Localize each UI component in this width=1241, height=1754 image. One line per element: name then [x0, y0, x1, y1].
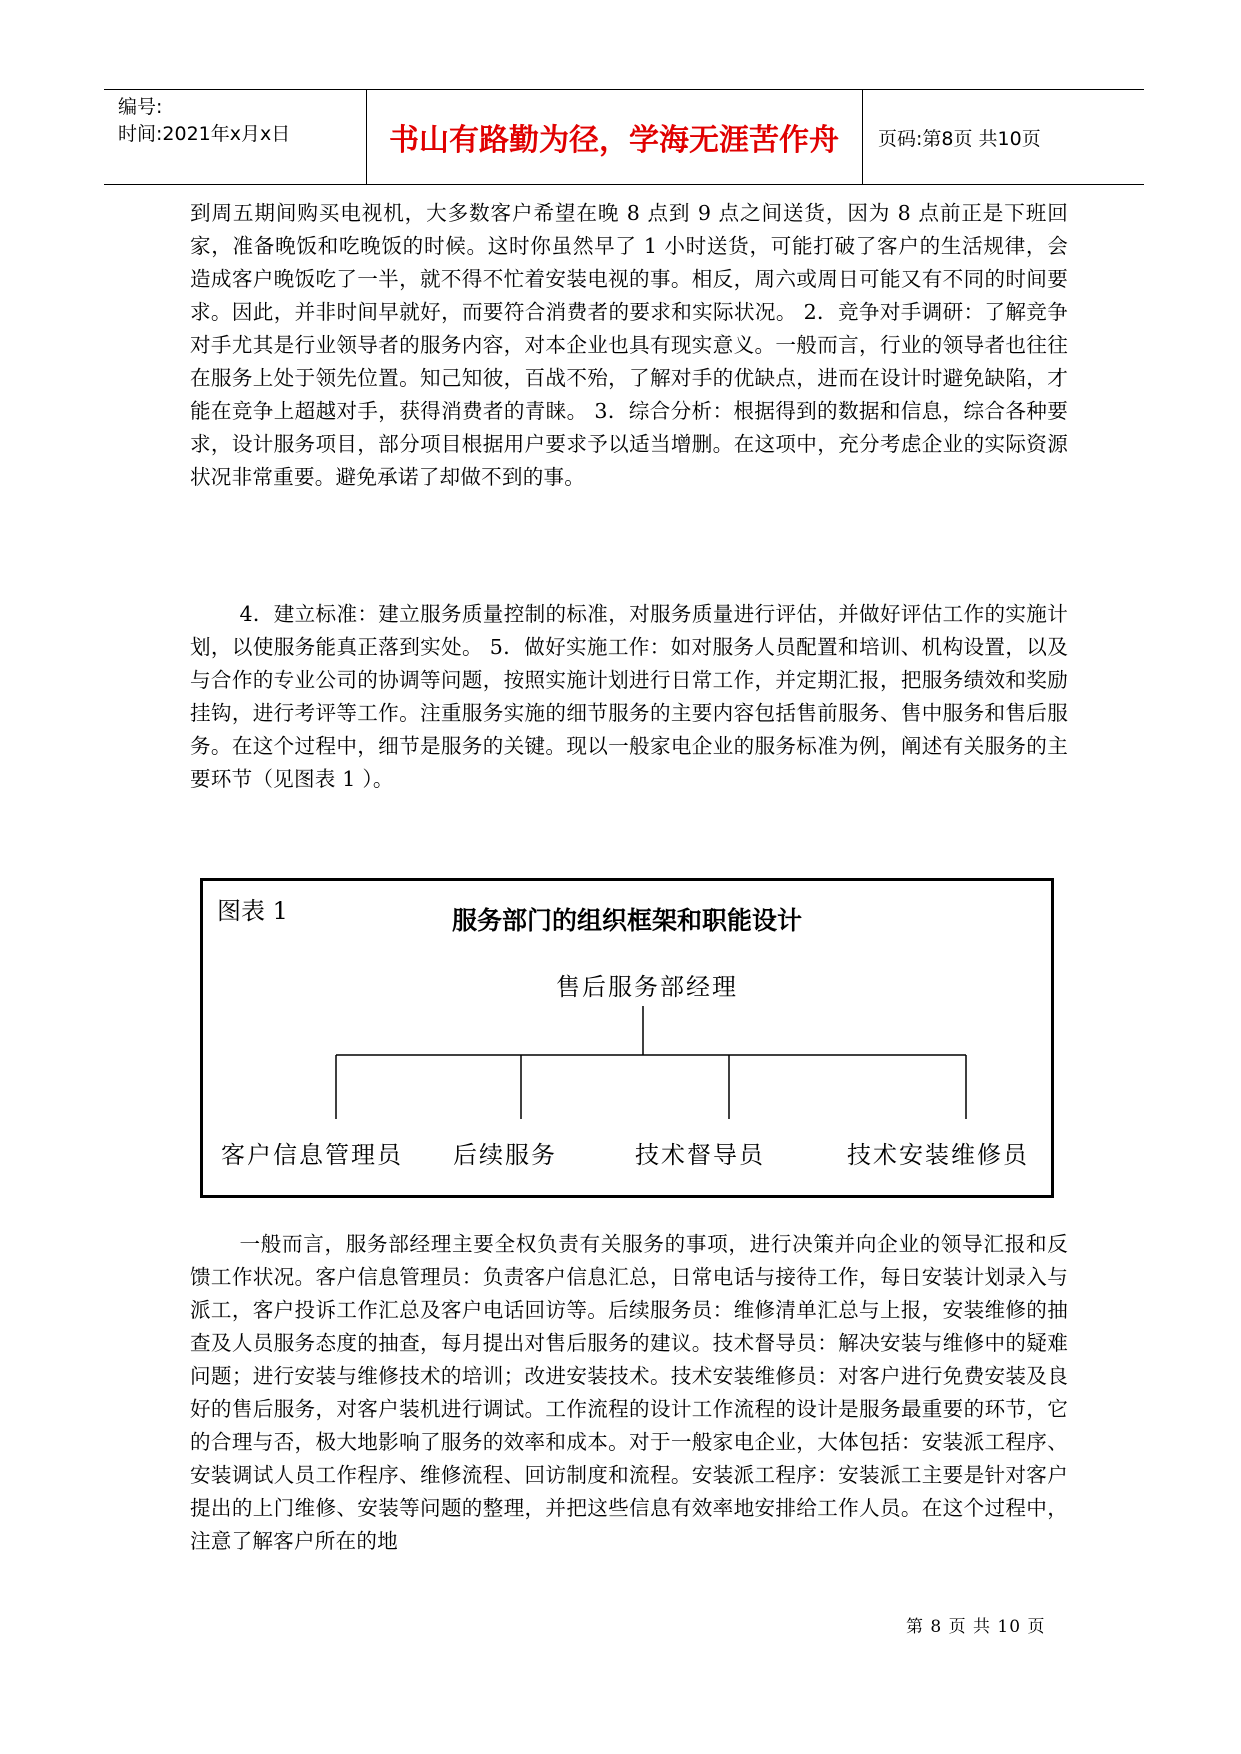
header-motto: 书山有路勤为径，学海无涯苦作舟 [389, 123, 839, 158]
header-page-number: 页码:第8页 共10页 [878, 127, 1041, 150]
page-footer: 第 8 页 共 10 页 [906, 1617, 1046, 1637]
paragraph-1: 到周五期间购买电视机，大多数客户希望在晚 8 点到 9 点之间送货，因为 8 点前正是下班回家，准备晚饭和吃晚饭的时候。这时你虽然早了 1 小时送货，可能打破了客户的生活规律，会造成客户晚饭吃了一半，就不得不忙着安装电视的事。相反，周六或周日可能又有不同的时间要求。因此，并非时间早就好，而要符合消费者的要求和实际状况。 2．竞争对手调研：了解竞争对手尤其是行业领导者的服务内容，对本企业也具有现实意义。一般而言，行业的领导者也往往在服务上处于领先位置。知己知彼，百战不殆，了解对手的优缺点，进而在设计时避免缺陷，才能在竞争上超越对手，获得消费者的青睐。 3．综合分析：根据得到的数据和信息，综合各种要求，设计服务项目，部分项目根据用户要求予以适当增删。在这项中，充分考虑企业的实际资源状况非常重要。避免承诺了却做不到的事。 [190, 201, 1068, 489]
org-node-manager: 售后服务部经理 [556, 973, 738, 1001]
org-node-technical-supervisor: 技术督导员 [635, 1141, 765, 1169]
paragraph-3: 一般而言，服务部经理主要全权负责有关服务的事项，进行决策并向企业的领导汇报和反馈工作状况。客户信息管理员：负责客户信息汇总，日常电话与接待工作，每日安装计划录入与派工，客户投诉工作汇总及客户电话回访等。后续服务员：维修清单汇总与上报，安装维修的抽查及人员服务态度的抽查，每月提出对售后服务的建议。技术督导员：解决安装与维修中的疑难问题；进行安装与维修技术的培训；改进安装技术。技术安装维修员：对客户进行免费安装及良好的售后服务，对客户装机进行调试。工作流程的设计工作流程的设计是服务最重要的环节，它的合理与否，极大地影响了服务的效率和成本。对于一般家电企业，大体包括：安装派工程序、安装调试人员工作程序、维修流程、回访制度和流程。安装派工程序：安装派工主要是针对客户提出的上门维修、安装等问题的整理，并把这些信息有效率地安排给工作人员。在这个过程中，注意了解客户所在的地 [190, 1232, 1068, 1553]
header-meta [118, 94, 290, 148]
figure-title: 服务部门的组织框架和职能设计 [451, 906, 802, 935]
page-header [104, 89, 1144, 185]
org-node-follow-up-service: 后续服务 [453, 1141, 557, 1169]
document-number-label: 编号: [118, 96, 163, 118]
figure-label: 图表 1 [217, 897, 288, 925]
paragraph-2: 4．建立标准：建立服务质量控制的标准，对服务质量进行评估，并做好评估工作的实施计划，以使服务能真正落到实处。 5．做好实施工作：如对服务人员配置和培训、机构设置，以及与合作的专业公司的协调等问题，按照实施计划进行日常工作，并定期汇报，把服务绩效和奖励挂钩，进行考评等工作。注重服务实施的细节服务的主要内容包括售前服务、售中服务和售后服务。在这个过程中，细节是服务的关键。现以一般家电企业的服务标准为例，阐述有关服务的主要环节（见图表 1 ）。 [190, 602, 1068, 791]
document-time-label: 时间:2021年x月x日 [118, 123, 291, 145]
org-chart-figure [200, 878, 1054, 1198]
org-node-customer-info-manager: 客户信息管理员 [221, 1141, 403, 1169]
org-node-installation-repair: 技术安装维修员 [847, 1141, 1029, 1169]
